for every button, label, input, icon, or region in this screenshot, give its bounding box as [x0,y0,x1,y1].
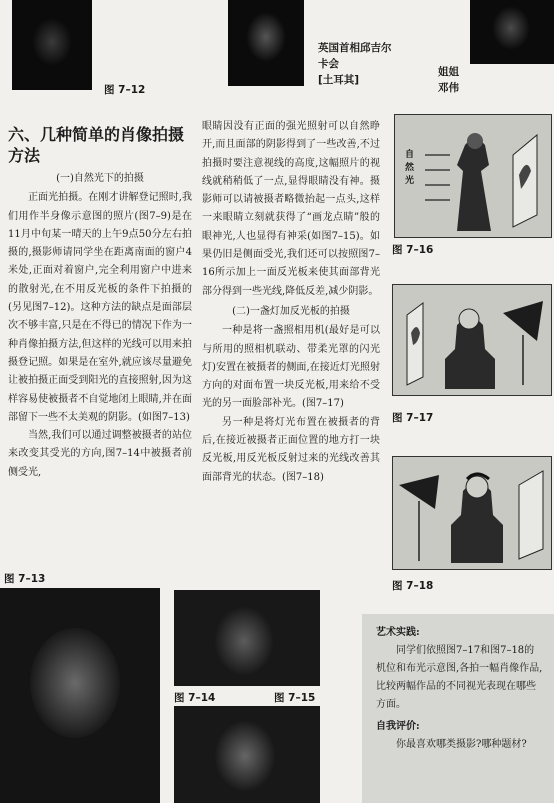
self-eval-text: 你最喜欢哪类摄影?哪种题材? [396,739,527,750]
caption-fig-7-17: 图 7–17 [392,412,434,424]
subheading-natural-light: (一)自然光下的拍摄 [56,173,144,184]
photo-sister [470,0,554,64]
caption-fig-7-18: 图 7–18 [392,580,434,592]
photo-fig-7-14 [174,590,320,686]
caption-fig-7-15: 图 7–15 [274,692,316,704]
credit-line-1: 英国首相邱吉尔 [318,42,392,54]
credit-right-line-1: 姐姐 [438,66,459,78]
column-2 [202,118,380,487]
art-practice-title: 艺术实践: [376,627,420,638]
art-practice-box [362,614,554,803]
lighting-diagram-7-16 [395,115,551,237]
paragraph-front-light: 正面光拍摄。在刚才讲解登记照时,我们用作半身像示意图的照片(图7–9)是在11月中旬某一晴天的上午9点50分左右拍摄的,摄影师请同学坐在距离南面的窗户4米处,正面对着窗户,完全利用窗户中进来的散射光,在不用反光板的条件下拍摄的(另见图7–12)。这种方法的缺点是面部层次不够丰富,只是在不得已的情况下作为一种肖像拍摄方法,但这样的光线可以用来拍摄登记照。如果是在室外,就应该尽量避免让被拍摄正面受到阳光的直接照射,因为这样容易使被摄者不自觉地闭上眼睛,并在面部留下一些不太美观的阴影。(如图7–13) [8,192,192,423]
photo-fig-7-13 [0,588,160,803]
section-title-line-1: 六、几种简单的肖像拍摄 [8,125,185,144]
caption-fig-7-16: 图 7–16 [392,244,434,256]
illustration-fig-7-17 [392,284,552,396]
caption-fig-7-14: 图 7–14 [174,692,216,704]
paragraph-side-light: 眼睛因没有正面的强光照射可以自然睁开,而且面部的阴影得到了一些改善,不过拍摄时要注意视线的高度,这幅照片的视线就稍稍低了一点,显得眼睛没有神。摄影师可以请被摄者略微抬起一点头,这样一来眼睛立刻就获得了“画龙点睛”般的眼神光,人也显得有神采(如图7–15)。如果仍旧是侧面受光,我们还可以按照图7–16所示加上一面反光板来使其面部背光部分得到一些光线,降低反差,减少阴影。 [202,121,380,297]
illustration-fig-7-16 [394,114,552,238]
credit-right-line-2: 邓伟 [438,82,459,94]
credit-line-3: [土耳其] [318,74,360,86]
paragraph-lamp-back: 另一种是将灯光布置在被摄者的背后,在接近被摄者正面位置的地方打一块反光板,用反光板反射过来的光线改善其面部背光的状态。(图7–18) [202,416,380,483]
caption-fig-7-13: 图 7–13 [4,573,46,585]
photo-churchill [228,0,304,86]
section-title [8,124,184,166]
photo-fig-7-15 [174,706,320,803]
column-1 [8,168,192,482]
subheading-one-lamp: (二)一盏灯加反光板的拍摄 [232,305,350,317]
art-practice-text: 同学们依照图7–17和图7–18的机位和布光示意图,各拍一幅肖像作品,比较两幅作品的不同视光表现在哪些方面。 [376,645,543,710]
photo-fig-7-12 [12,0,92,90]
section-title-line-2: 方法 [8,146,41,165]
credit-line-2: 卡会 [318,58,339,70]
paragraph-adjust-position: 当然,我们可以通过调整被摄者的站位来改变其受光的方向,图7–14中被摄者前侧受光, [8,430,192,478]
self-eval-title: 自我评价: [376,721,420,732]
caption-fig-7-12: 图 7–12 [104,84,146,96]
lighting-diagram-7-18 [393,457,551,569]
photographer-credit-left [318,40,392,88]
illustration-fig-7-18 [392,456,552,570]
paragraph-lamp-side: 一种是将一盏照相用机(最好是可以与所用的照相机联动、带柔光罩的闪光灯)安置在被摄者的侧面,在接近灯光照射方向的对面布置一块反光板,用来给不受光的另一面脸部补光。(图7–17) [202,325,380,410]
natural-light-label: 自然光 [405,150,415,186]
photographer-credit-right [438,64,459,96]
lighting-diagram-7-17 [393,285,551,395]
